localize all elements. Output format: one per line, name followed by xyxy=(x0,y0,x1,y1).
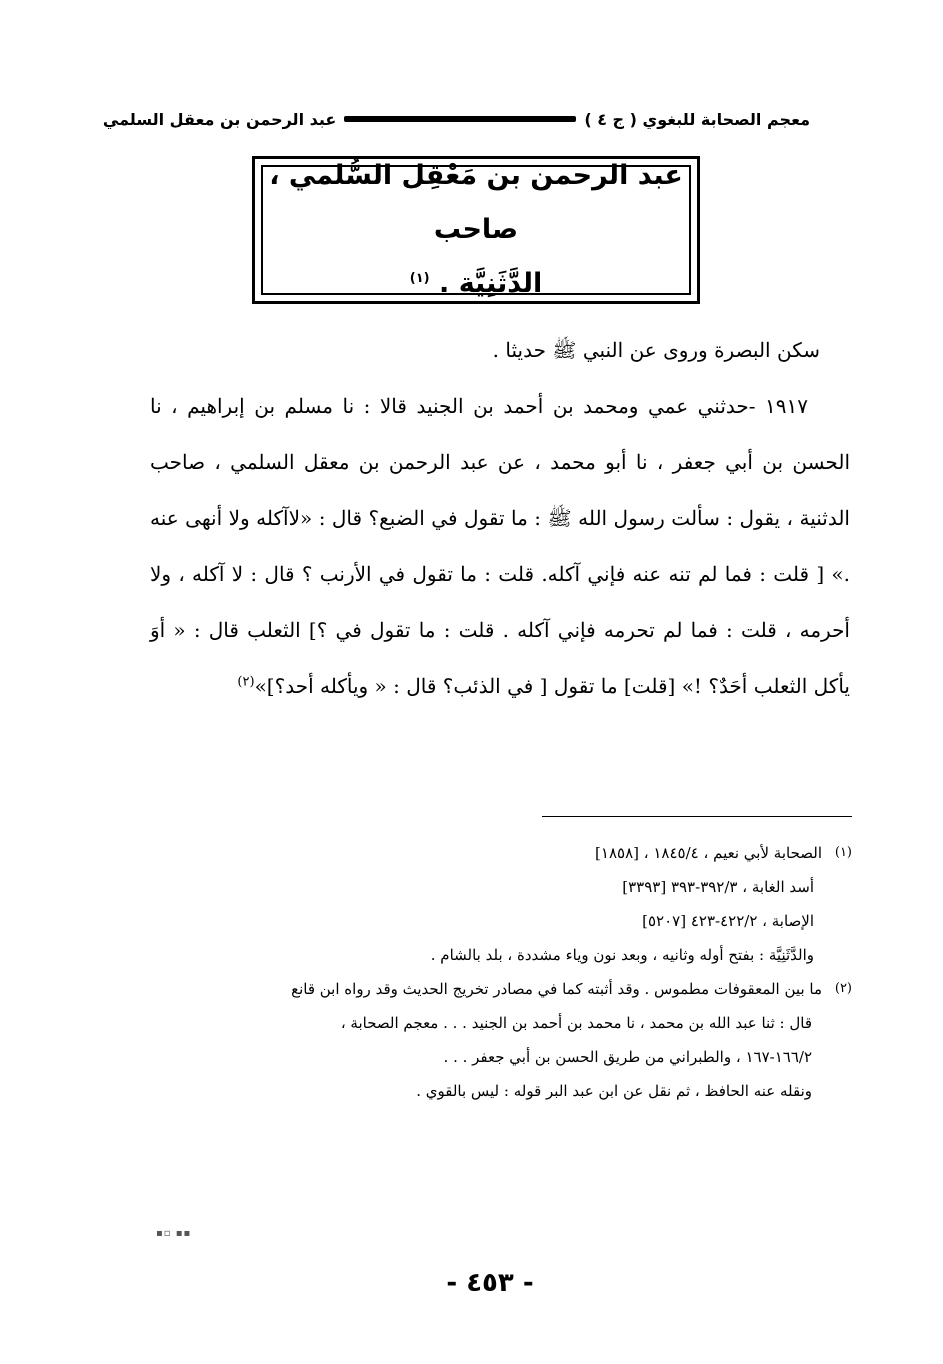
header-rule xyxy=(344,116,576,122)
entry-title-box xyxy=(252,156,700,304)
footnote-1-line: الإصابة ، ٤٢٢/٢-٤٢٣ [٥٢٠٧] xyxy=(642,912,814,930)
footnote-2-body xyxy=(110,972,822,1108)
footnote-2-line: ما بين المعقوفات مطموس . وقد أثبته كما في مصادر تخريج الحديث وقد رواه ابن قانع xyxy=(291,980,822,998)
footnote-1-number: (١) xyxy=(834,845,852,860)
footnote-separator xyxy=(542,816,852,817)
footnote-2-line: ونقله عنه الحافظ ، ثم نقل عن ابن عبد البر قوله : ليس بالقوي . xyxy=(416,1082,812,1100)
entry-title-footnote-ref: (١) xyxy=(409,271,430,286)
scan-mark: ▪▫ ▪▪ xyxy=(156,1228,192,1239)
header-book-title: معجم الصحابة للبغوي ( ج ٤ ) xyxy=(584,109,810,129)
running-header xyxy=(102,104,810,134)
footnote-1-line: الصحابة لأبي نعيم ، ١٨٤٥/٤ ، [١٨٥٨] xyxy=(595,844,822,862)
footnote-1-body xyxy=(110,836,822,972)
footnotes xyxy=(110,836,852,1108)
intro-paragraph: سكن البصرة وروى عن النبي ﷺ حديثا . xyxy=(492,338,820,362)
footnote-1-line: أسد الغابة ، ٣٩٢/٣-٣٩٣ [٣٣٩٣] xyxy=(622,878,814,896)
page-number: - ٤٥٣ - xyxy=(446,1268,534,1298)
entry-title-line1: عبد الرحمن بن مَعْقِل السُّلمي ، صاحب xyxy=(269,160,683,245)
header-running-title: عبد الرحمن بن معقل السلمي xyxy=(102,109,337,129)
hadith-footnote-ref: (٢) xyxy=(237,674,255,690)
hadith-text: ١٩١٧ -حدثني عمي ومحمد بن أحمد بن الجنيد قالا : نا مسلم بن إبراهيم ، نا الحسن بن أبي جعفر ، نا أبو محمد ، عن عبد الرحمن بن معقل السلمي ، صاحب الدثنية ، يقول : سألت رسول الله ﷺ : ما تقول في الضبع؟ قال : «لاآكله ولا أنهى عنه .» [ قلت : فما لم تنه عنه فإني آكله. قلت : ما تقول في الأرنب ؟ قال : لا آكله ، ولا أحرمه ، قلت : فما لم تحرمه فإني آكله . قلت : ما تقول في ؟] الثعلب قال : « أوَ يأكل الثعلب أحَدٌ؟ !» [قلت] ما تقول [ في الذئب؟ قال : « ويأكله أحد؟]» xyxy=(150,394,850,698)
entry-title-line2 xyxy=(410,257,542,311)
hadith-paragraph xyxy=(150,378,850,714)
footnote-2-line: ١٦٦/٢-١٦٧ ، والطبراني من طريق الحسن بن أبي جعفر . . . xyxy=(443,1048,812,1066)
footnote-2-line: قال : ثنا عبد الله بن محمد ، نا محمد بن أحمد بن الجنيد . . . معجم الصحابة ، xyxy=(340,1014,812,1032)
main-text xyxy=(150,322,850,714)
footnote-2 xyxy=(110,972,852,1108)
footnote-1 xyxy=(110,836,852,972)
footnote-2-number: (٢) xyxy=(834,981,852,996)
entry-title-word: الدَّثَنِيَّة . xyxy=(439,268,543,299)
entry-title-frame xyxy=(261,160,691,299)
footnote-1-line: والدَّثَنِيَّة : بفتح أوله وثانيه ، وبعد نون وياء مشددة ، بلد بالشام . xyxy=(430,946,814,964)
